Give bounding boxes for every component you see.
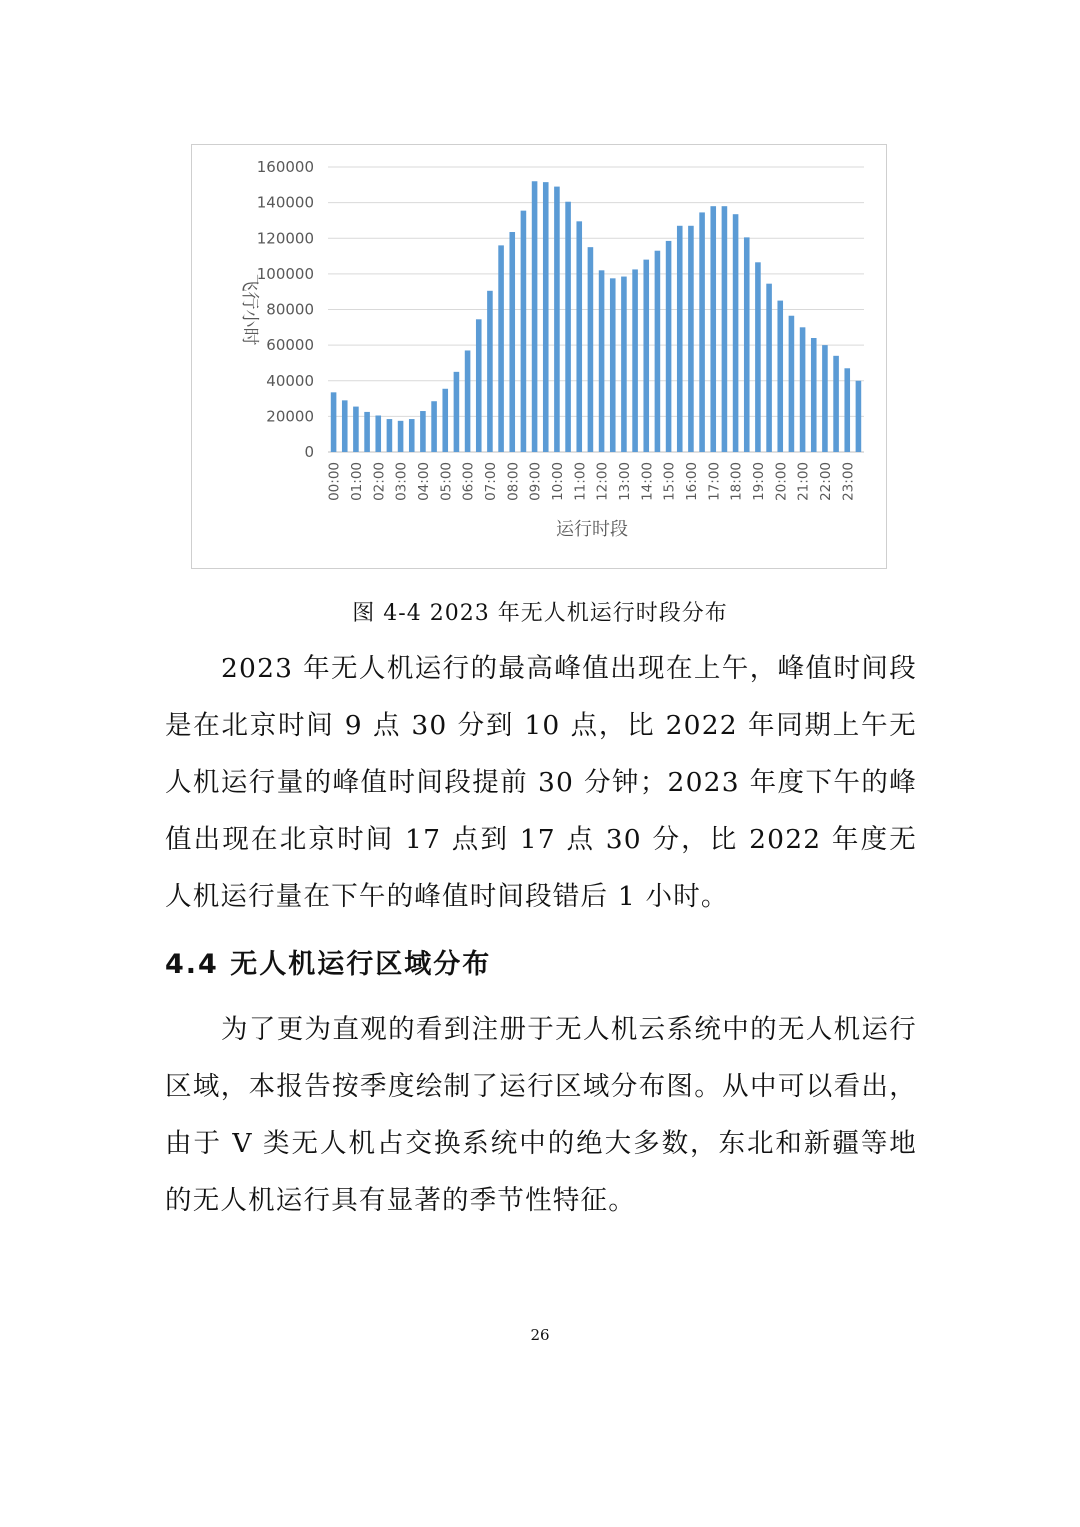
- bar: [476, 319, 482, 452]
- body-paragraph-1: 2023 年无人机运行的最高峰值出现在上午，峰值时间段是在北京时间 9 点 30 分到 10 点，比 2022 年同期上午无人机运行量的峰值时间段提前 30 分钟；2023 年度下午的峰值出现在北京时间 17 点到 17 点 30 分，比 2022 年度无人机运行量在下午的峰值时间段错后 1 小时。: [165, 653, 917, 912]
- y-tick-label: 80000: [266, 300, 314, 319]
- x-tick-label: 13:00: [616, 462, 633, 501]
- x-tick-label: 11:00: [572, 462, 589, 501]
- bar: [699, 212, 705, 452]
- bar: [521, 211, 527, 452]
- x-tick-label: 21:00: [795, 462, 812, 501]
- bar: [844, 368, 850, 452]
- x-tick-label: 07:00: [482, 462, 499, 501]
- bar: [375, 415, 381, 452]
- y-tick-label: 160000: [256, 158, 314, 176]
- x-tick-label: 06:00: [460, 462, 477, 501]
- y-tick-label: 140000: [256, 193, 314, 212]
- x-tick-label: 03:00: [393, 462, 410, 501]
- bar: [811, 338, 817, 452]
- bar: [800, 327, 806, 452]
- bar: [576, 221, 582, 452]
- bar: [554, 187, 560, 452]
- body-paragraph-2: 为了更为直观的看到注册于无人机云系统中的无人机运行区域，本报告按季度绘制了运行区域分布图。从中可以看出，由于 V 类无人机占交换系统中的绝大多数，东北和新疆等地的无人机运行具有显著的季节性特征。: [165, 1014, 917, 1216]
- x-tick-label: 00:00: [326, 462, 343, 501]
- figure-caption: 图 4-4 2023 年无人机运行时段分布: [352, 601, 728, 626]
- bar: [442, 389, 448, 452]
- bar: [498, 245, 504, 452]
- y-axis-title: 飞行小时: [239, 273, 260, 346]
- bar: [532, 181, 538, 452]
- bar: [420, 411, 426, 452]
- x-tick-label: 23:00: [840, 462, 857, 501]
- x-tick-label: 02:00: [371, 462, 388, 501]
- bar: [710, 206, 716, 452]
- bar: [789, 316, 795, 452]
- bar: [543, 182, 549, 452]
- bar: [722, 206, 728, 452]
- y-tick-label: 40000: [266, 371, 314, 390]
- page-number: 26: [530, 1326, 550, 1344]
- bar: [364, 412, 370, 452]
- bar: [744, 237, 750, 452]
- bar: [655, 251, 661, 452]
- bar: [688, 226, 694, 452]
- bar: [666, 241, 672, 452]
- bar: [454, 372, 460, 452]
- y-tick-label: 120000: [256, 229, 314, 248]
- bar: [833, 356, 839, 452]
- bar: [331, 392, 337, 452]
- bar-chart: [192, 145, 888, 570]
- bar: [766, 284, 772, 452]
- x-tick-label: 12:00: [594, 462, 611, 501]
- bar: [465, 350, 471, 452]
- x-tick-label: 22:00: [817, 462, 834, 501]
- bar: [342, 400, 348, 452]
- bar: [588, 247, 594, 452]
- y-tick-label: 100000: [256, 264, 314, 283]
- bar: [777, 301, 783, 452]
- bar: [387, 419, 393, 452]
- y-tick-label: 0: [304, 443, 314, 461]
- chart-container: [191, 144, 887, 569]
- bar: [610, 278, 616, 452]
- bar: [398, 421, 404, 452]
- bar: [509, 232, 515, 452]
- x-tick-label: 15:00: [661, 462, 678, 501]
- x-tick-label: 16:00: [683, 462, 700, 501]
- bar: [677, 226, 683, 452]
- bar: [733, 214, 739, 452]
- x-tick-label: 10:00: [549, 462, 566, 501]
- x-tick-label: 18:00: [728, 462, 745, 501]
- bar: [755, 262, 761, 452]
- bar: [565, 202, 571, 452]
- y-tick-label: 60000: [266, 336, 314, 355]
- bar: [856, 381, 862, 452]
- section-heading: 4.4 无人机运行区域分布: [165, 949, 492, 980]
- x-tick-label: 14:00: [639, 462, 656, 501]
- bar: [822, 345, 828, 452]
- x-tick-label: 04:00: [415, 462, 432, 501]
- bar: [353, 407, 359, 452]
- x-tick-label: 20:00: [773, 462, 790, 501]
- bar: [431, 401, 437, 452]
- bar: [643, 260, 649, 452]
- x-tick-label: 01:00: [348, 462, 365, 501]
- bar: [409, 419, 415, 452]
- x-tick-label: 17:00: [706, 462, 723, 501]
- bar: [632, 269, 638, 452]
- x-tick-label: 09:00: [527, 462, 544, 501]
- bar: [599, 270, 605, 452]
- x-tick-label: 05:00: [438, 462, 455, 501]
- bar: [487, 291, 493, 452]
- bar: [621, 277, 627, 452]
- x-tick-label: 19:00: [750, 462, 767, 501]
- y-tick-label: 20000: [266, 407, 314, 426]
- x-tick-label: 08:00: [505, 462, 522, 501]
- x-axis-title: 运行时段: [556, 519, 628, 540]
